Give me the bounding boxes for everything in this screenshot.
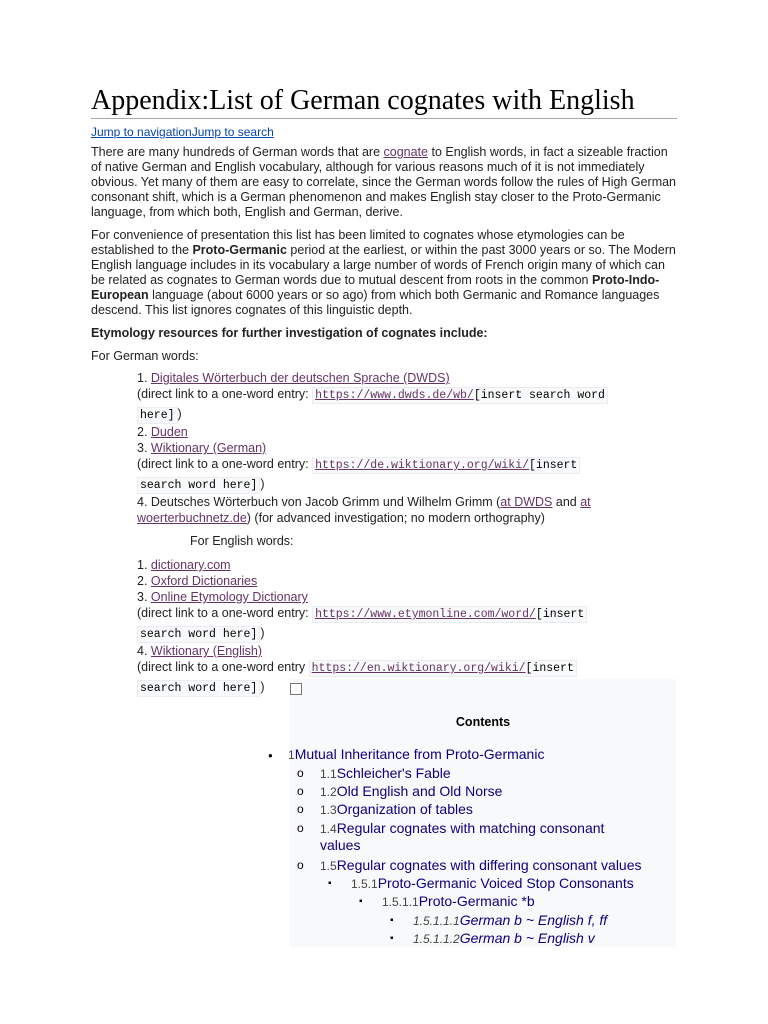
jump-to-navigation-link[interactable]: Jump to navigation xyxy=(91,125,192,139)
list-item xyxy=(137,557,677,573)
table-of-contents xyxy=(268,679,676,947)
bullet-icon: o xyxy=(297,784,304,798)
bullet-icon: ▪ xyxy=(328,878,332,889)
list-item xyxy=(137,494,677,510)
bold-term: Proto-Germanic xyxy=(192,243,287,257)
text: ) xyxy=(260,680,265,694)
etymonline-link[interactable]: Online Etymology Dictionary xyxy=(150,590,308,604)
code-snippet: here] xyxy=(137,407,178,424)
toc-item[interactable] xyxy=(297,820,604,838)
text: ) (for advanced investigation; no modern orthography) xyxy=(246,511,545,525)
text: language (about 6000 years or so ago) from which both Germanic and Romance languages descend. This list ignores cognates of this linguistic depth. xyxy=(91,288,660,317)
duden-link[interactable]: Duden xyxy=(150,425,188,439)
toc-item[interactable] xyxy=(328,875,634,893)
toc-number: 1.2 xyxy=(320,785,337,799)
bullet-icon: o xyxy=(297,766,304,780)
code-snippet: search word here] xyxy=(137,626,260,643)
toc-number: 1.4 xyxy=(320,822,337,836)
page-title: Appendix:List of German cognates with English xyxy=(91,84,677,119)
list-item xyxy=(137,456,677,474)
toc-label: Proto-Germanic Voiced Stop Consonants xyxy=(377,875,634,891)
text: There are many hundreds of German words that are xyxy=(91,145,384,159)
list-item xyxy=(137,605,677,623)
toc-item[interactable] xyxy=(297,857,642,875)
text: and xyxy=(552,495,581,509)
bullet-icon: ▪ xyxy=(359,896,363,907)
bullet-icon: ● xyxy=(268,751,273,760)
cognate-link[interactable]: cognate xyxy=(383,145,428,159)
list-item xyxy=(137,476,677,494)
for-english-words: For English words: xyxy=(190,534,294,548)
text: [insert xyxy=(529,459,578,472)
list-item xyxy=(137,589,677,605)
item-number: 1. xyxy=(137,371,151,385)
toc-item[interactable] xyxy=(297,783,502,801)
toc-item[interactable] xyxy=(297,801,473,819)
en-wiktionary-url-link[interactable]: https://en.wiktionary.org/wiki/ xyxy=(311,662,526,675)
bullet-icon: ▪ xyxy=(390,933,394,944)
list-item xyxy=(137,510,677,526)
text: (direct link to a one-word entry: xyxy=(137,606,313,620)
list-item xyxy=(137,370,677,386)
toc-label: German b ~ English f, ff xyxy=(459,912,608,928)
toc-number: 1.5.1.1 xyxy=(382,895,419,909)
wiktionary-english-link[interactable]: Wiktionary (English) xyxy=(150,644,263,658)
text: period at the earliest, or within the past 3000 years or so. The Modern English language includes in its vocabulary a large number of words of French origin many of which can be related as cognates to German words due to mutual descent from roots in the common xyxy=(91,243,676,287)
toc-number: 1.5 xyxy=(320,859,337,873)
code-snippet: search word here] xyxy=(137,477,260,494)
oxford-dictionaries-link[interactable]: Oxford Dictionaries xyxy=(150,574,258,588)
list-item xyxy=(137,406,677,424)
text: 4. Deutsches Wörterbuch von Jacob Grimm und Wilhelm Grimm ( xyxy=(137,495,501,509)
list-item xyxy=(137,625,677,643)
toc-label: Organization of tables xyxy=(336,801,473,817)
item-number: 2. xyxy=(137,425,151,439)
text: [insert search word xyxy=(473,389,605,402)
toc-label: Regular cognates with matching consonant xyxy=(336,820,605,836)
text: ) xyxy=(260,626,265,640)
toc-label: Schleicher's Fable xyxy=(336,765,451,781)
grimm-dwds-link[interactable]: at DWDS xyxy=(500,495,553,509)
text: [insert xyxy=(525,662,574,675)
text: (direct link to a one-word entry: xyxy=(137,457,313,471)
de-wiktionary-url-link[interactable]: https://de.wiktionary.org/wiki/ xyxy=(315,459,530,472)
item-number: 4. xyxy=(137,644,151,658)
bullet-icon: o xyxy=(297,858,304,872)
english-resources-list xyxy=(137,557,677,697)
list-item xyxy=(137,424,677,440)
text: (direct link to a one-word entry: xyxy=(137,387,313,401)
wiktionary-german-link[interactable]: Wiktionary (German) xyxy=(150,441,267,455)
toc-item[interactable] xyxy=(359,893,535,911)
intro-paragraph-2 xyxy=(91,228,677,318)
dictionary-com-link[interactable]: dictionary.com xyxy=(150,558,231,572)
toc-number: 1.3 xyxy=(320,803,337,817)
text: For convenience of presentation this list has been limited to cognates whose etymologies can be established to the xyxy=(91,228,625,257)
bullet-icon: o xyxy=(297,802,304,816)
toc-number: 1.1 xyxy=(320,767,337,781)
toc-item[interactable] xyxy=(297,765,451,783)
dwds-url-link[interactable]: https://www.dwds.de/wb/ xyxy=(315,389,474,402)
item-number: 3. xyxy=(137,441,151,455)
etymology-resources-heading xyxy=(91,326,677,341)
intro-paragraph-1 xyxy=(91,145,677,220)
code-snippet xyxy=(309,660,577,677)
text: [insert xyxy=(535,608,585,621)
toc-label: Regular cognates with differing consonant values xyxy=(336,857,642,873)
toc-label: German b ~ English v xyxy=(459,930,595,946)
bold-heading: Etymology resources for further investigation of cognates include: xyxy=(91,326,488,340)
etymonline-url-link[interactable]: https://www.etymonline.com/word/ xyxy=(315,608,536,621)
list-item xyxy=(137,440,677,456)
jump-to-search-link[interactable]: Jump to search xyxy=(191,125,274,139)
code-snippet xyxy=(312,387,608,404)
toc-item[interactable] xyxy=(390,912,607,930)
german-resources-list xyxy=(137,370,677,526)
skip-links xyxy=(91,125,677,139)
list-item xyxy=(137,386,677,404)
dwds-link[interactable]: Digitales Wörterbuch der deutschen Sprache (DWDS) xyxy=(150,371,450,385)
bullet-icon: o xyxy=(297,821,304,835)
item-number: 1. xyxy=(137,558,151,572)
item-number: 2. xyxy=(137,574,151,588)
list-item xyxy=(137,659,677,677)
toc-number: 1.5.1.1.2 xyxy=(413,932,460,946)
list-item xyxy=(137,643,677,659)
toc-toggle-checkbox[interactable] xyxy=(290,683,302,695)
text: ) xyxy=(260,477,265,491)
toc-number: 1.5.1 xyxy=(351,877,378,891)
toc-item-continued[interactable]: values xyxy=(320,837,361,853)
list-item xyxy=(137,573,677,589)
toc-number: 1 xyxy=(288,748,295,762)
text: to English words, in fact a sizeable fraction of native German and English vocabulary, although for various reasons much of it is not immediately obvious. Yet many of them are easy to correlate, since the German words follow the rules of High German consonant shift, which is a German phenomenon and makes English stay closer to the Proto-Germanic language, from which both, English and German, derive. xyxy=(91,145,677,219)
text: (direct link to a one-word entry xyxy=(137,660,309,674)
code-snippet xyxy=(312,606,587,623)
toc-item[interactable] xyxy=(268,746,544,764)
code-snippet xyxy=(312,457,580,474)
toc-label: Proto-Germanic *b xyxy=(418,893,535,909)
grimm-woerterbuchnetz-link[interactable]: at xyxy=(580,495,591,509)
bold-term: Proto-Indo-European xyxy=(91,273,660,302)
text: ) xyxy=(177,407,182,421)
toc-number: 1.5.1.1.1 xyxy=(413,914,460,928)
bullet-icon: ▪ xyxy=(390,915,394,926)
item-number: 3. xyxy=(137,590,151,604)
toc-label: Mutual Inheritance from Proto-Germanic xyxy=(294,746,545,762)
woerterbuchnetz-link[interactable]: woerterbuchnetz.de xyxy=(137,511,247,525)
for-german-words: For German words: xyxy=(91,349,199,363)
toc-title: Contents xyxy=(455,715,511,729)
toc-item[interactable] xyxy=(390,930,595,948)
toc-label: Old English and Old Norse xyxy=(336,783,503,799)
code-snippet: search word here] xyxy=(137,680,260,697)
article xyxy=(91,84,677,697)
